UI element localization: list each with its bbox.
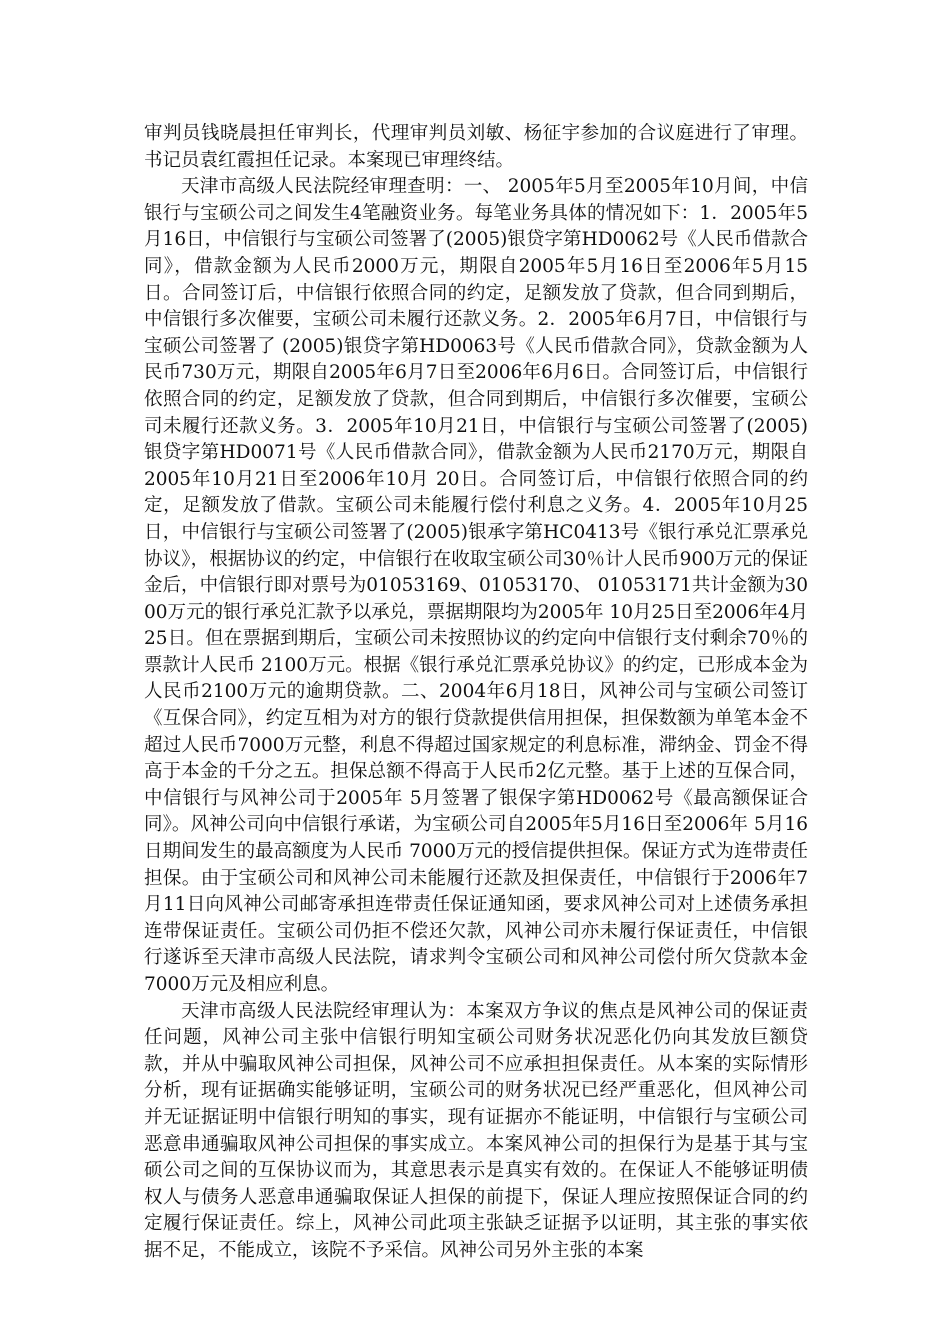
paragraph-findings: 天津市高级人民法院经审理查明：一、 2005年5月至2005年10月间，中信银行与宝硕公司之间发生4笔融资业务。每笔业务具体的情况如下：1．2005年5月16日，中信银行与宝硕公司签署了(2005)银贷字第HD0062号《人民币借款合同》，借款金额为人民币2000万元，期限自2005年5月16日至2006年5月15日。合同签订后，中信银行依照合同的约定，足额发放了贷款，但合同到期后，中信银行多次催要，宝硕公司未履行还款义务。2．2005年6月7日，中信银行与宝硕公司签署了 (2005)银贷字第HD0063号《人民币借款合同》，贷款金额为人民币730万元，期限自2005年6月7日至2006年6月6日。合同签订后，中信银行依照合同的约定，足额发放了贷款，但合同到期后，中信银行多次催要，宝硕公司未履行还款义务。3．2005年10月21日，中信银行与宝硕公司签署了(2005)银贷字第HD0071号《人民币借款合同》，借款金额为人民币2170万元，期限自2005年10月21日至2006年10月 20日。合同签订后，中信银行依照合同的约定，足额发放了借款。宝硕公司未能履行偿付利息之义务。4．2005年10月25日，中信银行与宝硕公司签署了(2005)银承字第HC0413号《银行承兑汇票承兑协议》，根据协议的约定，中信银行在收取宝硕公司30％计人民币900万元的保证金后，中信银行即对票号为01053169、01053170、 01053171共计金额为3000万元的银行承兑汇款予以承兑，票据期限均为2005年 10月25日至2006年4月25日。但在票据到期后，宝硕公司未按照协议的约定向中信银行支付剩余70％的票款计人民币 2100万元。根据《银行承兑汇票承兑协议》的约定，已形成本金为人民币2100万元的逾期贷款。二、2004年6月18日，风神公司与宝硕公司签订《互保合同》，约定互相为对方的银行贷款提供信用担保，担保数额为单笔本金不超过人民币7000万元整，利息不得超过国家规定的利息标准，滞纳金、罚金不得高于本金的千分之五。担保总额不得高于人民币2亿元整。基于上述的互保合同，中信银行与风神公司于2005年 5月签署了银保字第HD0062号《最高额保证合同》。风神公司向中信银行承诺，为宝硕公司自2005年5月16日至2006年 5月16日期间发生的最高额度为人民币 7000万元的授信提供担保。保证方式为连带责任担保。由于宝硕公司和风神公司未能履行还款及担保责任，中信银行于2006年7月11日向风神公司邮寄承担连带责任保证通知函，要求风神公司对上述债务承担连带保证责任。宝硕公司仍拒不偿还欠款，风神公司亦未履行保证责任，中信银行遂诉至天津市高级人民法院，请求判令宝硕公司和风神公司偿付所欠贷款本金 7000万元及相应利息。 — [144, 176, 808, 995]
document-body — [144, 121, 808, 1265]
paragraph-continuation: 审判员钱晓晨担任审判长，代理审判员刘敏、杨征宇参加的合议庭进行了审理。书记员袁红霞担任记录。本案现已审理终结。 — [144, 123, 808, 171]
paragraph-reasoning: 天津市高级人民法院经审理认为：本案双方争议的焦点是风神公司的保证责任问题，风神公司主张中信银行明知宝硕公司财务状况恶化仍向其发放巨额贷款，并从中骗取风神公司担保，风神公司不应承担担保责任。从本案的实际情形分析，现有证据确实能够证明，宝硕公司的财务状况已经严重恶化，但风神公司并无证据证明中信银行明知的事实，现有证据亦不能证明，中信银行与宝硕公司恶意串通骗取风神公司担保的事实成立。本案风神公司的担保行为是基于其与宝硕公司之间的互保协议而为，其意思表示是真实有效的。在保证人不能够证明债权人与债务人恶意串通骗取保证人担保的前提下，保证人理应按照保证合同的约定履行保证责任。综上，风神公司此项主张缺乏证据予以证明，其主张的事实依据不足，不能成立，该院不予采信。风神公司另外主张的本案 — [144, 1000, 808, 1261]
